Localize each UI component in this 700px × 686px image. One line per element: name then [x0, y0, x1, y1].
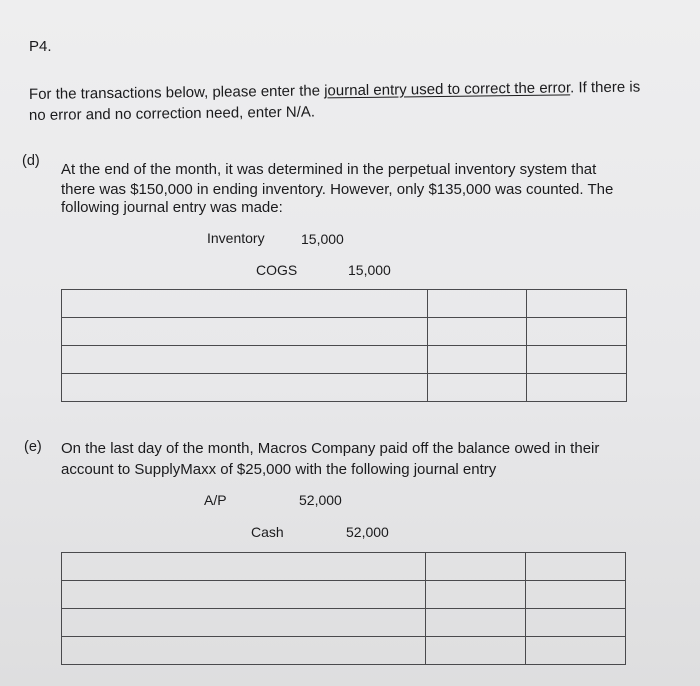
instructions-text-b: . If there is	[570, 78, 641, 97]
debit-cell[interactable]	[428, 374, 527, 402]
part-d-line-3: following journal entry was made:	[61, 199, 283, 216]
credit-cell[interactable]	[526, 609, 626, 637]
part-d-credit-account: COGS	[256, 262, 298, 278]
credit-cell[interactable]	[526, 553, 626, 581]
table-row	[62, 346, 627, 374]
account-cell[interactable]	[62, 318, 428, 346]
account-cell[interactable]	[62, 346, 428, 374]
credit-cell[interactable]	[527, 374, 627, 402]
part-e-credit-amount: 52,000	[346, 524, 389, 540]
part-e-debit-amount: 52,000	[299, 492, 342, 508]
account-cell[interactable]	[62, 581, 426, 609]
debit-cell[interactable]	[428, 290, 527, 318]
table-row	[62, 609, 626, 637]
part-d-line-1: At the end of the month, it was determined in the perpetual inventory system that	[61, 161, 597, 178]
part-e-answer-table	[61, 552, 626, 665]
part-d-debit-amount: 15,000	[301, 231, 344, 247]
table-row	[62, 318, 627, 346]
credit-cell[interactable]	[526, 637, 626, 665]
table-row	[62, 374, 627, 402]
table-row	[62, 553, 626, 581]
debit-cell[interactable]	[426, 581, 526, 609]
debit-cell[interactable]	[428, 346, 527, 374]
instructions-line-2: no error and no correction need, enter N/A.	[28, 103, 316, 124]
instructions-text-a: For the transactions below, please enter the	[28, 82, 325, 103]
credit-cell[interactable]	[526, 581, 626, 609]
part-d-debit-account: Inventory	[207, 230, 265, 246]
credit-cell[interactable]	[527, 346, 627, 374]
table-row	[62, 637, 626, 665]
part-d-answer-table	[61, 289, 627, 402]
debit-cell[interactable]	[426, 637, 526, 665]
table-row	[62, 581, 626, 609]
credit-cell[interactable]	[527, 318, 627, 346]
credit-cell[interactable]	[527, 290, 627, 318]
part-d-label: (d)	[22, 153, 40, 169]
account-cell[interactable]	[62, 609, 426, 637]
part-e-debit-account: A/P	[204, 492, 227, 508]
debit-cell[interactable]	[426, 553, 526, 581]
part-e-label: (e)	[24, 439, 42, 455]
table-row	[62, 290, 627, 318]
debit-cell[interactable]	[428, 318, 527, 346]
account-cell[interactable]	[62, 637, 426, 665]
instructions-underlined-text: journal entry used to correct the error	[324, 79, 571, 100]
account-cell[interactable]	[62, 290, 428, 318]
part-d-line-2: there was $150,000 in ending inventory. However, only $135,000 was counted. The	[61, 181, 614, 198]
part-e-credit-account: Cash	[251, 524, 284, 540]
account-cell[interactable]	[62, 553, 426, 581]
debit-cell[interactable]	[426, 609, 526, 637]
part-e-line-1: On the last day of the month, Macros Company paid off the balance owed in their	[61, 440, 600, 457]
part-d-credit-amount: 15,000	[348, 262, 391, 278]
account-cell[interactable]	[62, 374, 428, 402]
problem-label: P4.	[29, 38, 52, 55]
part-e-line-2: account to SupplyMaxx of $25,000 with the following journal entry	[61, 461, 497, 478]
